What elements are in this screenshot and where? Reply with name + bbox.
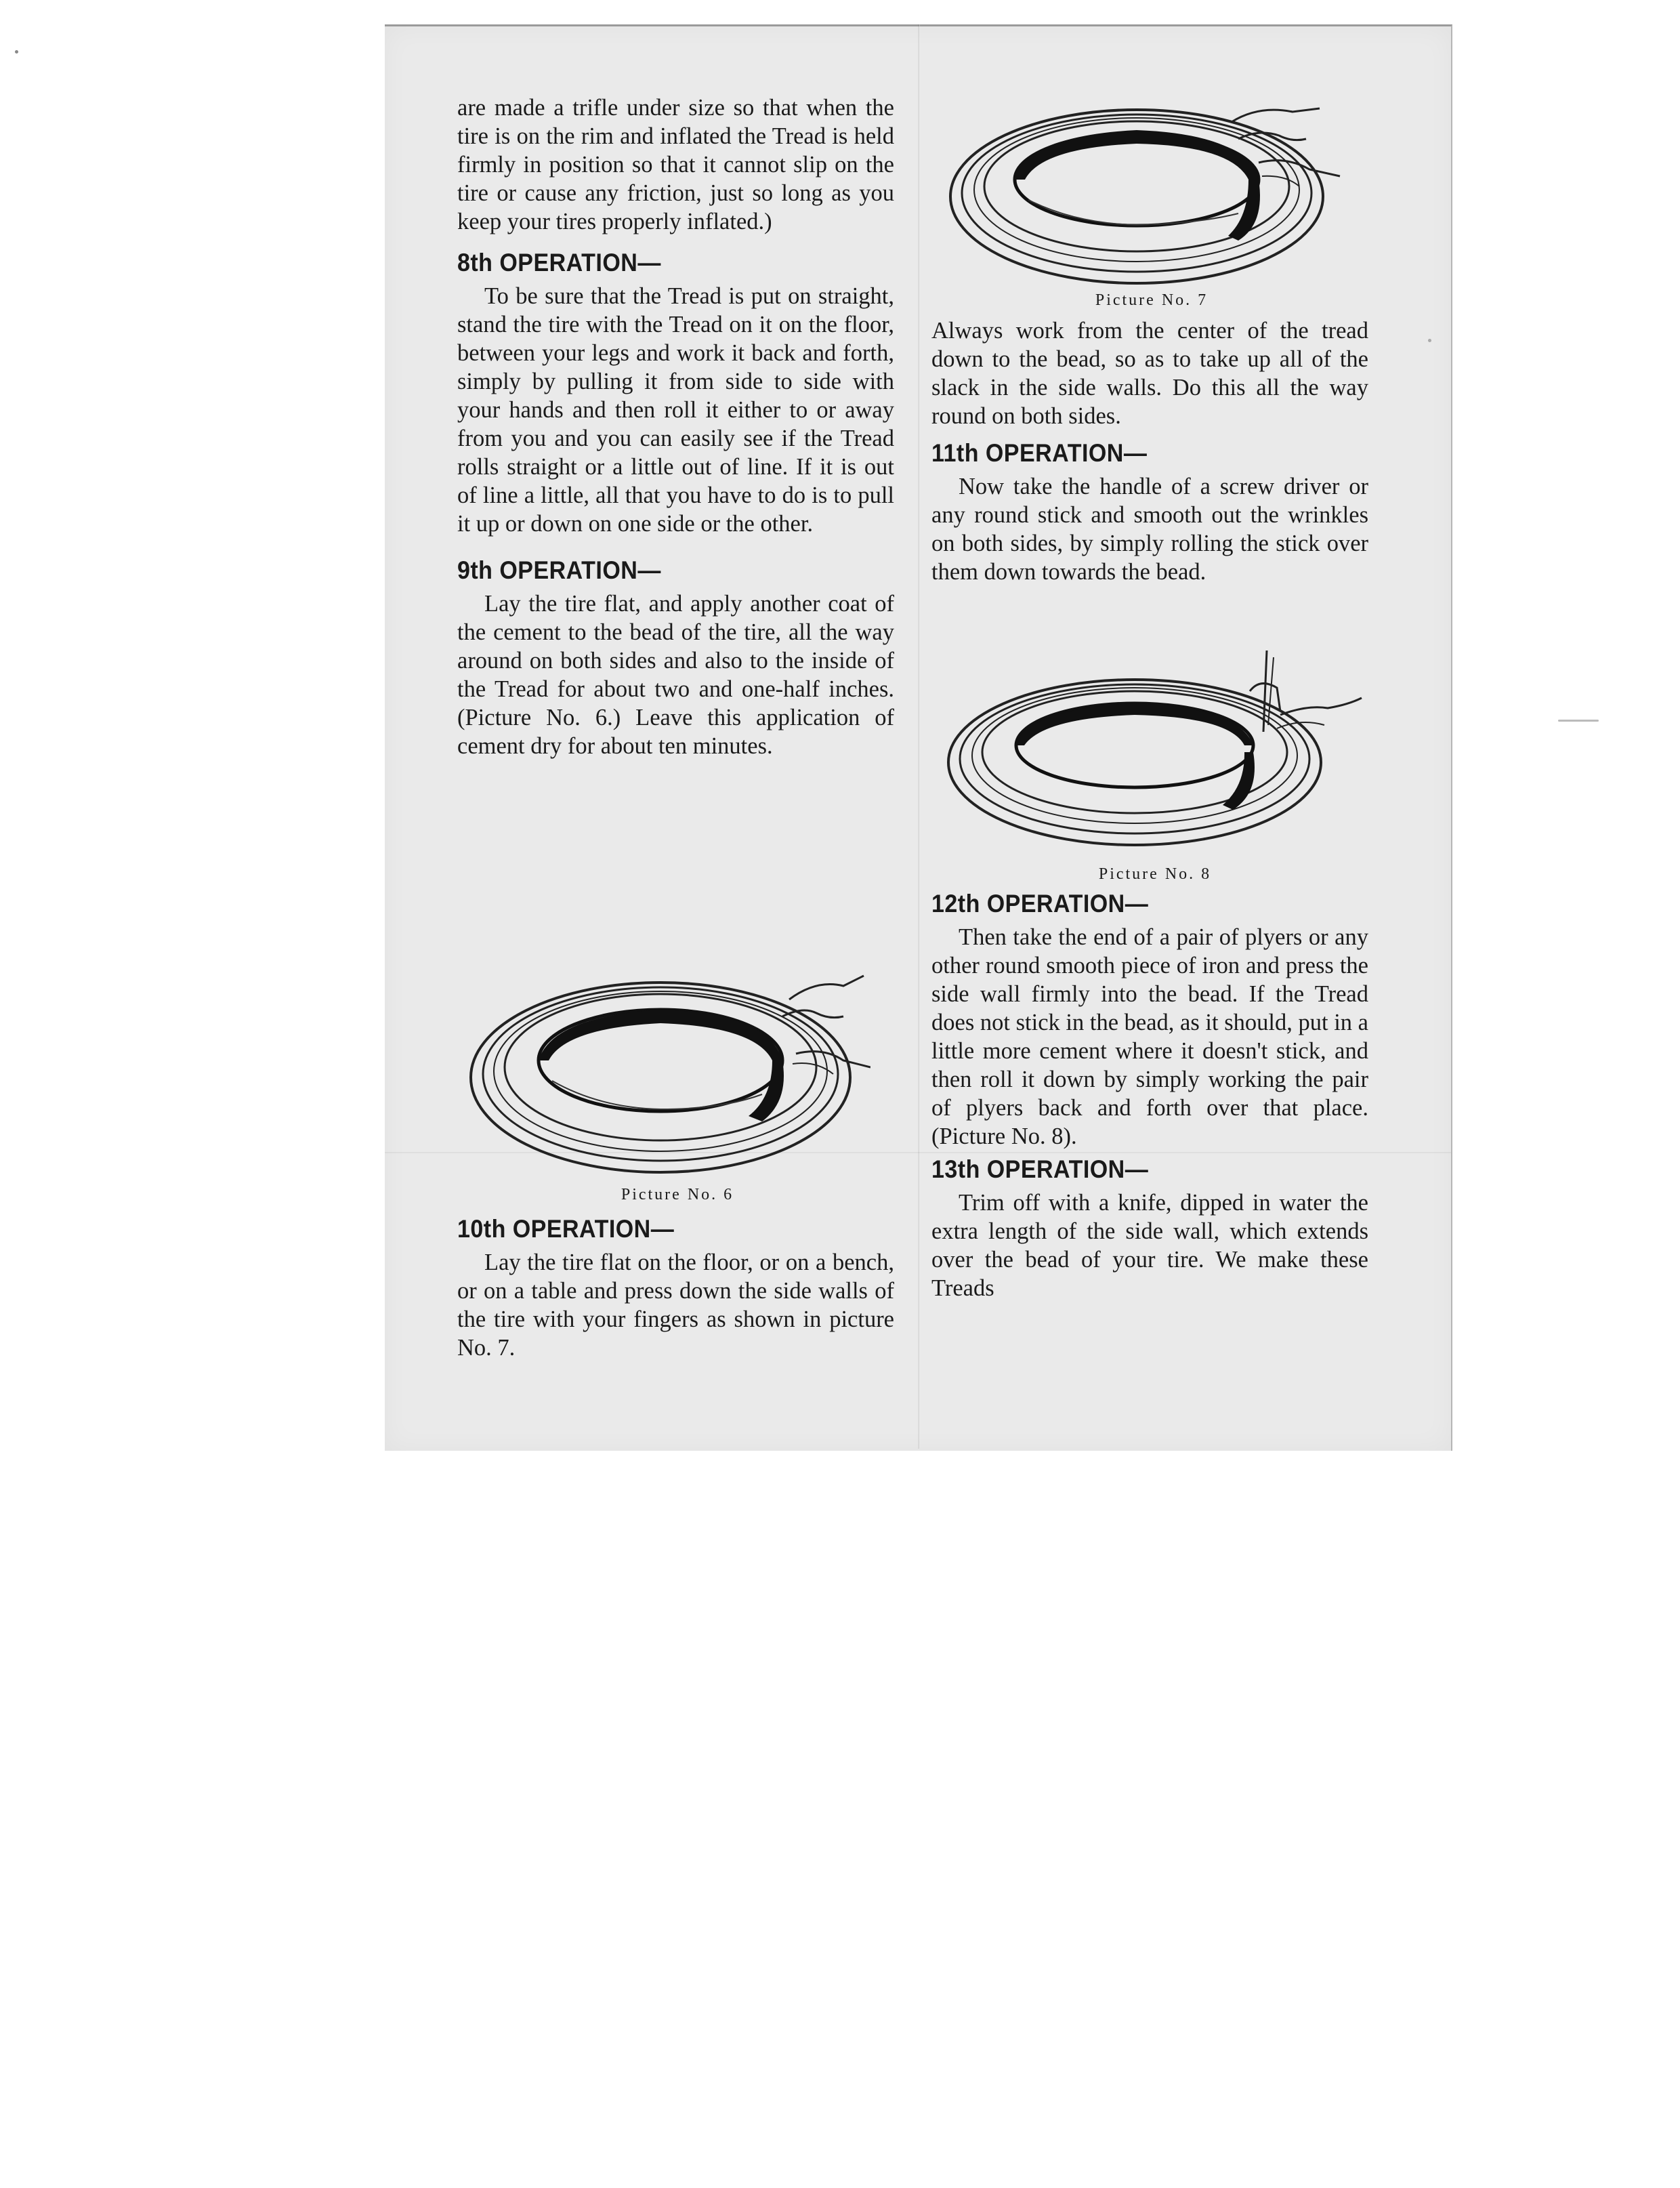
left-column-bottom <box>457 1214 894 1362</box>
op11-text: Now take the handle of a screw driver or any round stick and smooth out the wrinkles on both sides, by simply rolling the stick over them down towards the bead. <box>931 474 1368 585</box>
picture-7-illustration <box>940 102 1347 291</box>
op10-heading: 10th OPERATION— <box>457 1215 675 1243</box>
picture-6-caption: Picture No. 6 <box>621 1186 734 1203</box>
picture-6-illustration <box>464 966 870 1182</box>
op10-continued-text: Always work from the center of the tread down to the bead, so as to take up all of the slack in the side walls. Do this all the way round on both sides. <box>931 318 1368 429</box>
op11-heading: 11th OPERATION— <box>931 439 1148 467</box>
op9-text: Lay the tire flat, and apply another coat of the cement to the bead of the tire, all the way around on both sides and also to the inside of the Tread for about two and one-half inches. (Picture No. 6.) Leave this application of cement dry for about ten minutes. <box>457 591 894 759</box>
intro-paragraph: are made a trifle under size so that when the tire is on the rim and inflated the Tread is held firmly in position so that it cannot slip on the tire or cause any friction, just so long as you keep your tires properly inflated.) <box>457 95 894 234</box>
scan-speck <box>15 50 18 54</box>
scan-speck <box>1428 339 1431 342</box>
picture-8-caption: Picture No. 8 <box>1098 865 1212 883</box>
op12-text: Then take the end of a pair of plyers or any other round smooth piece of iron and press the side wall firmly into the bead. If the Tread does not stick in the bead, as it should, put in a little more cement where it doesn't stick, and then roll it down by simply working the pair of plyers back and forth over that place. (Picture No. 8). <box>931 924 1368 1149</box>
op13-heading: 13th OPERATION— <box>931 1155 1149 1183</box>
left-column <box>457 94 894 760</box>
page-fold-crease <box>918 24 920 1449</box>
op13-text: Trim off with a knife, dipped in water the extra length of the side wall, which extends over the bead of your tire. We make these Treads <box>931 1190 1368 1301</box>
right-column <box>931 316 1368 586</box>
right-column-bottom <box>931 889 1368 1302</box>
picture-7-caption: Picture No. 7 <box>1095 291 1209 309</box>
op9-heading: 9th OPERATION— <box>457 556 661 584</box>
op10-text: Lay the tire flat on the floor, or on a bench, or on a table and press down the side walls of the tire with your fingers as shown in picture No. 7. <box>457 1250 894 1361</box>
op8-heading: 8th OPERATION— <box>457 249 661 276</box>
op8-text: To be sure that the Tread is put on straight, stand the tire with the Tread on it on the floor, between your legs and work it back and forth, simply by pulling it from side to side with your hands and then roll it either to or away from you and you can easily see if the Tread rolls straight or a little out of line. If it is out of line a little, all that you have to do is to pull it up or down on one side or the other. <box>457 283 894 537</box>
picture-8-illustration <box>942 651 1368 854</box>
scan-speck <box>1558 720 1599 722</box>
op12-heading: 12th OPERATION— <box>931 890 1149 917</box>
